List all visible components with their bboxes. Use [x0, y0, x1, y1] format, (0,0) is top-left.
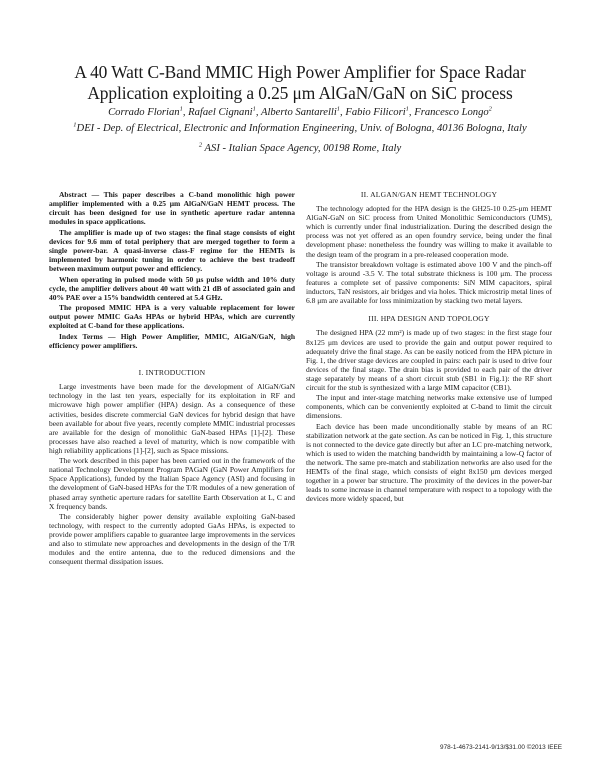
design-body: [306, 328, 552, 503]
author-name: Rafael Cignani: [188, 107, 253, 118]
author-name: Corrado Florian: [108, 107, 180, 118]
body-paragraph: The work described in this paper has been carried out in the framework of the national Technology Development Program PAGaN (GaN Power Amplifiers for Space Applications), funded by the Italian Space Agency (ASI) and focusing in the development of GaN-based HPAs for the T/R modules of a new generation of phased array synthetic aperture radars for satellite Earth Observation at L, C and X frequency bands.: [49, 456, 295, 511]
technology-body: [306, 204, 552, 305]
body-paragraph: The designed HPA (22 mm²) is made up of two stages: in the first stage four 8x125 μm devices are used to provide the gain and output power required to adequately drive the final stage. As can be easily noticed from the HPA picture in Fig. 1, the driver stage devices are coupled in pairs: each pair is used to drive four devices of the final stage. The drain bias is provided to each pair of the driver stage separately by means of a short circuit stub (SB1 in Fig.1): the RF short circuit for the stub is synthesized with a large MIM capacitor (CB1).: [306, 328, 552, 392]
paper-title: [40, 62, 560, 104]
author-affiliation-mark: 2: [488, 105, 492, 113]
author-affiliation-mark: 1: [405, 105, 409, 113]
affiliation-1: [20, 123, 580, 135]
affiliation-2-text: ASI - Italian Space Agency, 00198 Rome, Italy: [204, 143, 402, 154]
body-paragraph: The input and inter-stage matching networks make extensive use of lumped components, which can be conveniently exploited at C-band to limit the circuit dimensions.: [306, 393, 552, 421]
index-terms: Index Terms — High Power Amplifier, MMIC, AlGaN/GaN, high efficiency power amplifiers.: [49, 331, 295, 351]
abstract-paragraph: Abstract — This paper describes a C-band monolithic high power amplifier implemented with a 0.25 μm AlGaN/GaN HEMT process. The circuit has been designed for use in synthetic aperture radar antenna modules in space applications.: [49, 190, 295, 227]
section-heading-design: III. HPA DESIGN AND TOPOLOGY: [368, 314, 490, 324]
title-line-2: Application exploiting a 0.25 μm AlGaN/GaN on SiC process: [87, 83, 513, 103]
abstract-paragraph: The proposed MMIC HPA is a very valuable replacement for lower output power MMIC GaAs HPAs or hybrid HPAs, which are currently exploited at C-band for these applications.: [49, 303, 295, 331]
left-column: [49, 190, 295, 568]
abstract-paragraph: The amplifier is made up of two stages: the final stage consists of eight devices for 9.6 mm of total periphery that are merged together to form a single power-bar. A quasi-inverse class-F regime for the HEMTs is implemented by harmonic tuning in order to achieve the best tradeoff between maximum output power and efficiency.: [49, 227, 295, 274]
body-paragraph: Large investments have been made for the development of AlGaN/GaN technology in the last ten years, especially for its exploitation in RF and microwave high power amplifier (HPA) design. As a consequence of these activities, besides discrete commercial GaN devices for hybrid design that have been available for about five years, recently complete MMIC industrial processes are available for the design of monolithic GaN-based HPAs [1]-[2]. These processes have also reached a level of maturity, which is now compatible with high reliability applications [1]-[2], such as Space missions.: [49, 382, 295, 455]
author-name: Fabio Filicori: [345, 107, 406, 118]
body-paragraph: The transistor breakdown voltage is estimated above 100 V and the pinch-off voltage is around -3.5 V. The total substrate thickness is 100 μm. The process features a complete set of passive components: SiN MIM capacitors, spiral inductors, TaN resistors, air bridges and via holes. Thick microstrip metal lines of 6.8 μm are available for loss minimization by stacking two metal layers.: [306, 259, 552, 306]
author-affiliation-mark: 1: [252, 105, 256, 113]
author-name: Francesco Longo: [414, 107, 489, 118]
affiliation-2-mark: 2: [198, 141, 203, 149]
abstract-paragraph: When operating in pulsed mode with 50 μs pulse width and 10% duty cycle, the amplifier delivers about 40 watt with 21 dB of associated gain and 40% PAE over a 15% bandwidth centered at 5.4 GHz.: [49, 274, 295, 302]
title-line-1: A 40 Watt C-Band MMIC High Power Amplifier for Space Radar: [74, 62, 526, 82]
body-paragraph: Each device has been made unconditionally stable by means of an RC stabilization network at the gate section. As can be noticed in Fig. 1, this structure is not connected to the device gate directly but after an LC pre-matching network, which is used to widen the matching bandwidth by maintaining a low-Q factor of the network. The same pre-match and stabilization networks are also used for the HEMTs of the final stage, which consists of eight 8x150 μm devices merged together in a power bar structure. The proximity of the devices in the power-bar leads to some increase in channel temperature with respect to a topology with the devices more widely spaced, but: [306, 421, 552, 504]
affiliation-1-mark: 1: [73, 121, 77, 129]
author-list: Corrado Florian$^1$, Rafael Cignani$^1$, Alberto Santarelli$^1$, Fabio Filicori$^1$, Francesco Longo$^2$: [108, 105, 492, 118]
section-heading-technology: II. ALGAN/GAN HEMT TECHNOLOGY: [360, 190, 498, 199]
right-column: [306, 190, 552, 505]
author-affiliation-mark: 1: [336, 105, 341, 113]
copyright-footer: 978-1-4673-2141-9/13/$31.00 ©2013 IEEE: [440, 744, 562, 751]
affiliation-1-text: DEI - Dep. of Electrical, Electronic and Information Engineering, Univ. of Bologna, 40136 Bologna, Italy: [76, 123, 527, 134]
body-paragraph: The considerably higher power density available exploiting GaN-based technology, with respect to the currently adopted GaAs HPAs, is expected to provide power amplifiers capable to guarantee large improvements in the services and also to stimulate new approaches and developments in the design of the T/R modules and the entire antenna, due to the reduced dimensions and the consequent thermal dissipation issues.: [49, 511, 295, 567]
abstract-block: [49, 190, 295, 350]
body-paragraph: The technology adopted for the HPA design is the GH25-10 0.25-μm HEMT AlGaN-GaN on SiC process from United Monolithic Semiconductors (UMS), which is currently under final industrialization. During the described design the process was not yet offered as an open foundry service, being under the final development phase: nonetheless the foundry was willing to make it available to the design team of the program in a pre-released cooperation mode.: [306, 204, 552, 259]
affiliation-2: [20, 143, 580, 155]
section-heading-introduction: I. INTRODUCTION: [138, 368, 206, 378]
author-affiliation-mark: 1: [179, 105, 183, 113]
introduction-body: [49, 382, 295, 566]
author-name: Alberto Santarelli: [260, 107, 337, 118]
